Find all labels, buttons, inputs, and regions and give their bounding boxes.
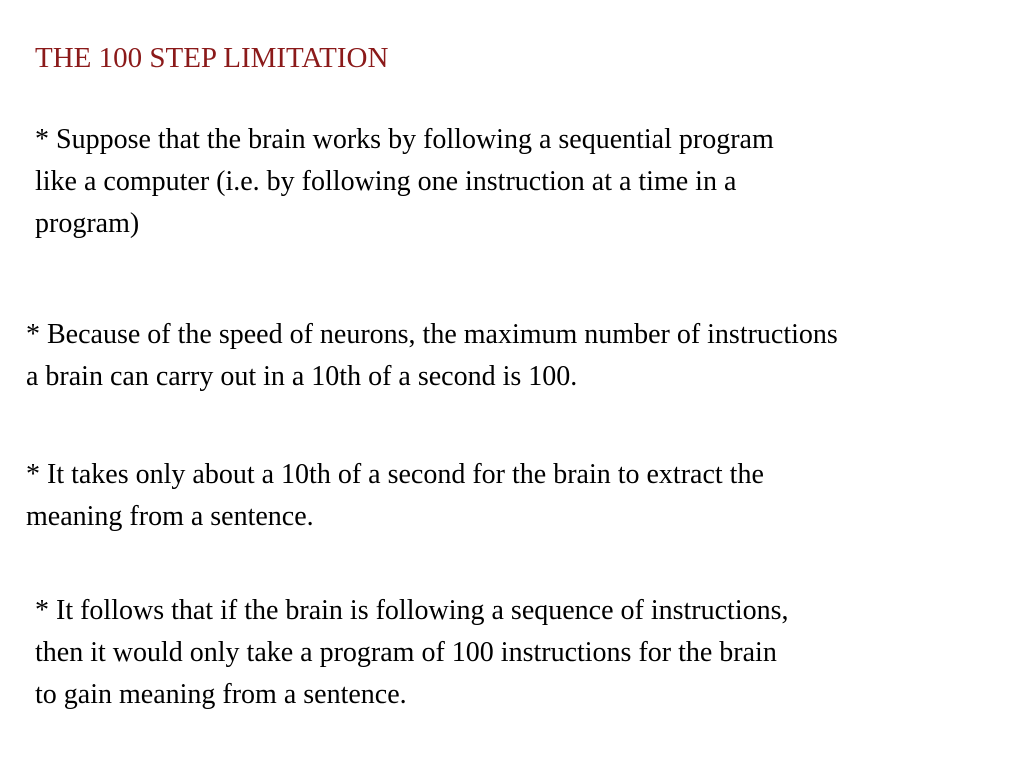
bullet-sequential-program: * Suppose that the brain works by following a sequential program like a computer (i.e. by following one instruction at a time in a program) — [35, 124, 774, 239]
bullet-neuron-speed: * Because of the speed of neurons, the maximum number of instructions a brain can carry out in a 10th of a second is 100. — [26, 319, 838, 392]
bullet-sentence-meaning-time: * It takes only about a 10th of a second for the brain to extract the meaning from a sentence. — [26, 459, 764, 532]
slide-title: THE 100 STEP LIMITATION — [35, 42, 389, 74]
bullet-conclusion: * It follows that if the brain is following a sequence of instructions, then it would only take a program of 100 instructions for the brain to gain meaning from a sentence. — [35, 595, 789, 710]
